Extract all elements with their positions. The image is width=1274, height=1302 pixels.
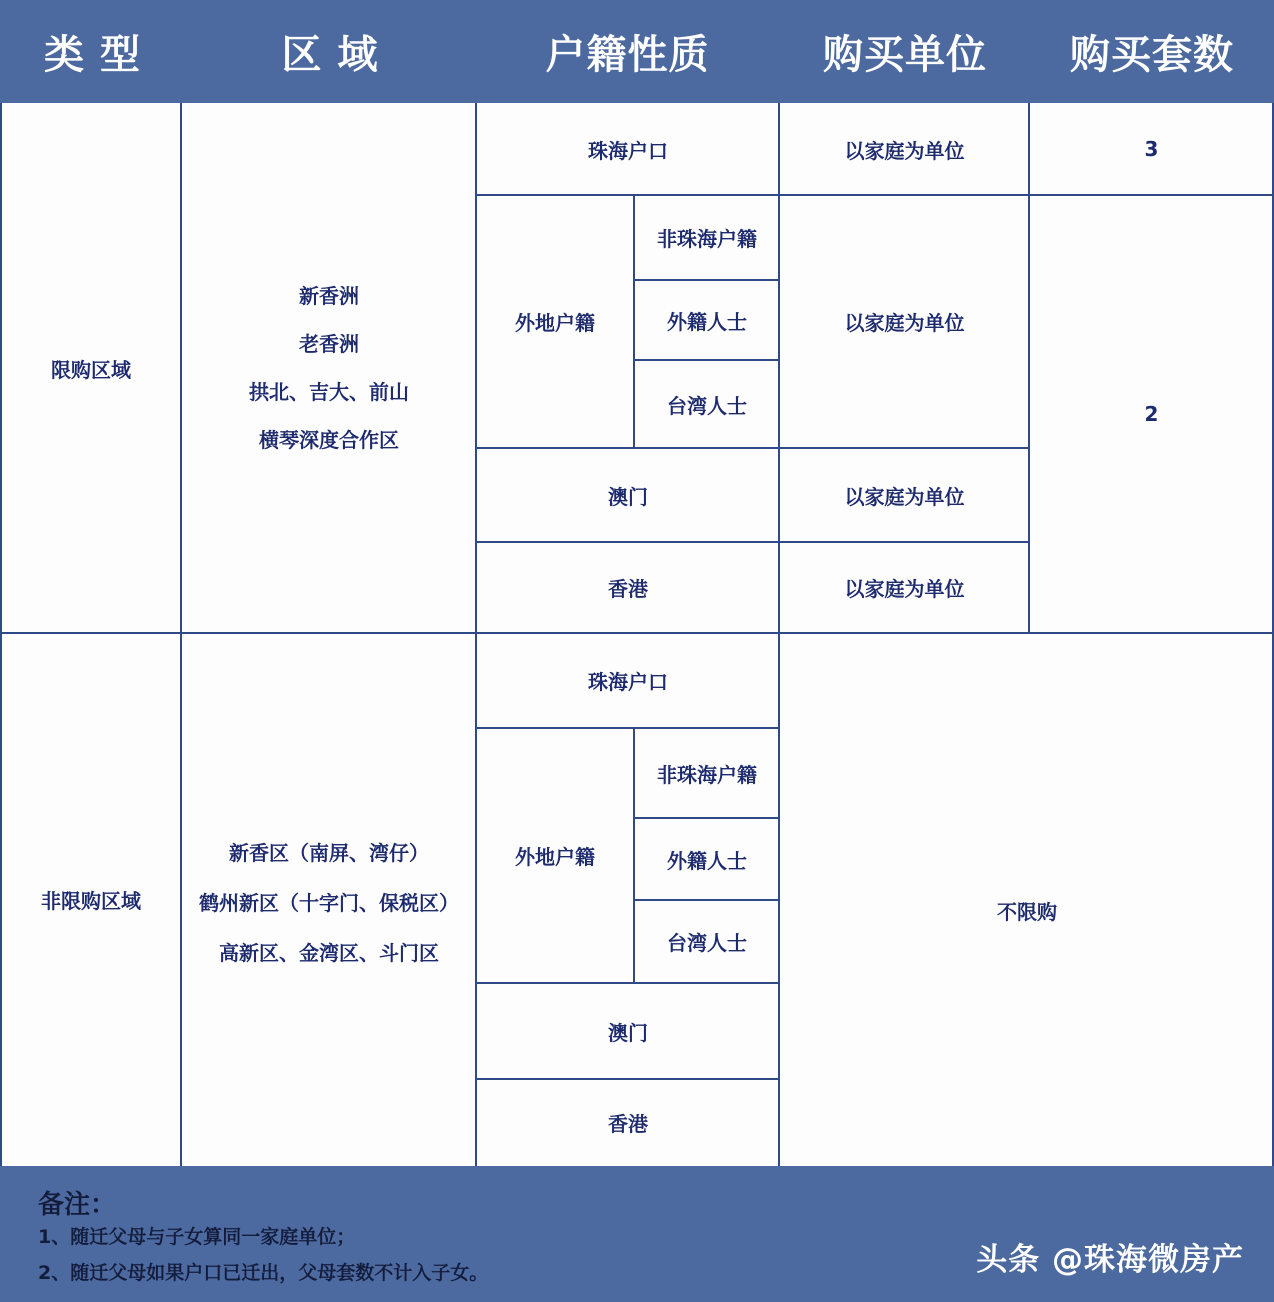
hukou-foreign: 外籍人士	[667, 848, 747, 873]
divider	[476, 1078, 780, 1080]
divider	[180, 103, 182, 1166]
divider	[476, 194, 1274, 196]
region-item: 横琴深度合作区	[259, 428, 399, 452]
region-unrestricted-list	[182, 633, 476, 1173]
divider	[633, 195, 635, 448]
watermark-text: 头条 @珠海微房产	[976, 1242, 1244, 1278]
unit-hongkong: 以家庭为单位	[844, 577, 965, 601]
hukou-foreign: 外籍人士	[667, 309, 747, 334]
type-restricted: 限购区域	[51, 357, 131, 382]
unit-outside: 以家庭为单位	[844, 311, 965, 335]
unit-zhuhai: 以家庭为单位	[844, 138, 965, 163]
divider	[634, 359, 780, 361]
header-region: 区 域	[281, 32, 379, 78]
divider	[476, 541, 1029, 543]
region-item: 拱北、吉大、前山	[249, 380, 409, 404]
notes-title: 备注：	[38, 1190, 117, 1220]
hukou-hongkong: 香港	[608, 577, 648, 601]
unit-macau: 以家庭为单位	[844, 484, 965, 509]
region-item: 鹤州新区（十字门、保税区）	[199, 891, 459, 915]
region-item: 老香洲	[299, 332, 359, 356]
hukou-non-zhuhai: 非珠海户籍	[657, 227, 757, 251]
divider	[0, 103, 2, 1166]
note-line-1: 1、随迁父母与子女算同一家庭单位；	[38, 1226, 356, 1248]
divider	[634, 279, 780, 281]
region-item: 新香洲	[299, 284, 359, 308]
note-line-2: 2、随迁父母如果户口已迁出，父母套数不计入子女。	[38, 1262, 489, 1284]
hukou-outside: 外地户籍	[515, 311, 595, 335]
header-type: 类 型	[44, 32, 141, 78]
region-item: 高新区、金湾区、斗门区	[219, 941, 439, 965]
region-restricted-list	[182, 103, 476, 633]
region-item: 新香区（南屏、湾仔）	[229, 841, 429, 865]
divider	[476, 727, 780, 729]
hukou-outside: 外地户籍	[515, 845, 595, 869]
type-unrestricted: 非限购区域	[41, 889, 141, 913]
divider	[476, 447, 1029, 449]
header-count: 购买套数	[1070, 32, 1234, 78]
hukou-taiwan: 台湾人士	[667, 393, 747, 418]
divider	[476, 982, 780, 984]
header-hukou: 户籍性质	[545, 32, 710, 78]
hukou-macau: 澳门	[608, 1020, 648, 1045]
count-others: 2	[1144, 402, 1159, 426]
divider	[0, 632, 1274, 634]
divider	[475, 103, 477, 1166]
count-zhuhai: 3	[1144, 137, 1159, 161]
hukou-zhuhai: 珠海户口	[588, 670, 668, 694]
hukou-zhuhai: 珠海户口	[588, 138, 668, 163]
hukou-non-zhuhai: 非珠海户籍	[657, 762, 757, 787]
divider	[634, 899, 780, 901]
no-limit-cell: 不限购	[997, 900, 1057, 924]
hukou-hongkong: 香港	[608, 1112, 648, 1136]
header-unit: 购买单位	[823, 32, 987, 78]
divider	[633, 728, 635, 983]
hukou-macau: 澳门	[608, 484, 648, 509]
divider	[1028, 103, 1030, 633]
hukou-taiwan: 台湾人士	[667, 931, 747, 955]
divider	[778, 103, 780, 1166]
divider	[634, 817, 780, 819]
